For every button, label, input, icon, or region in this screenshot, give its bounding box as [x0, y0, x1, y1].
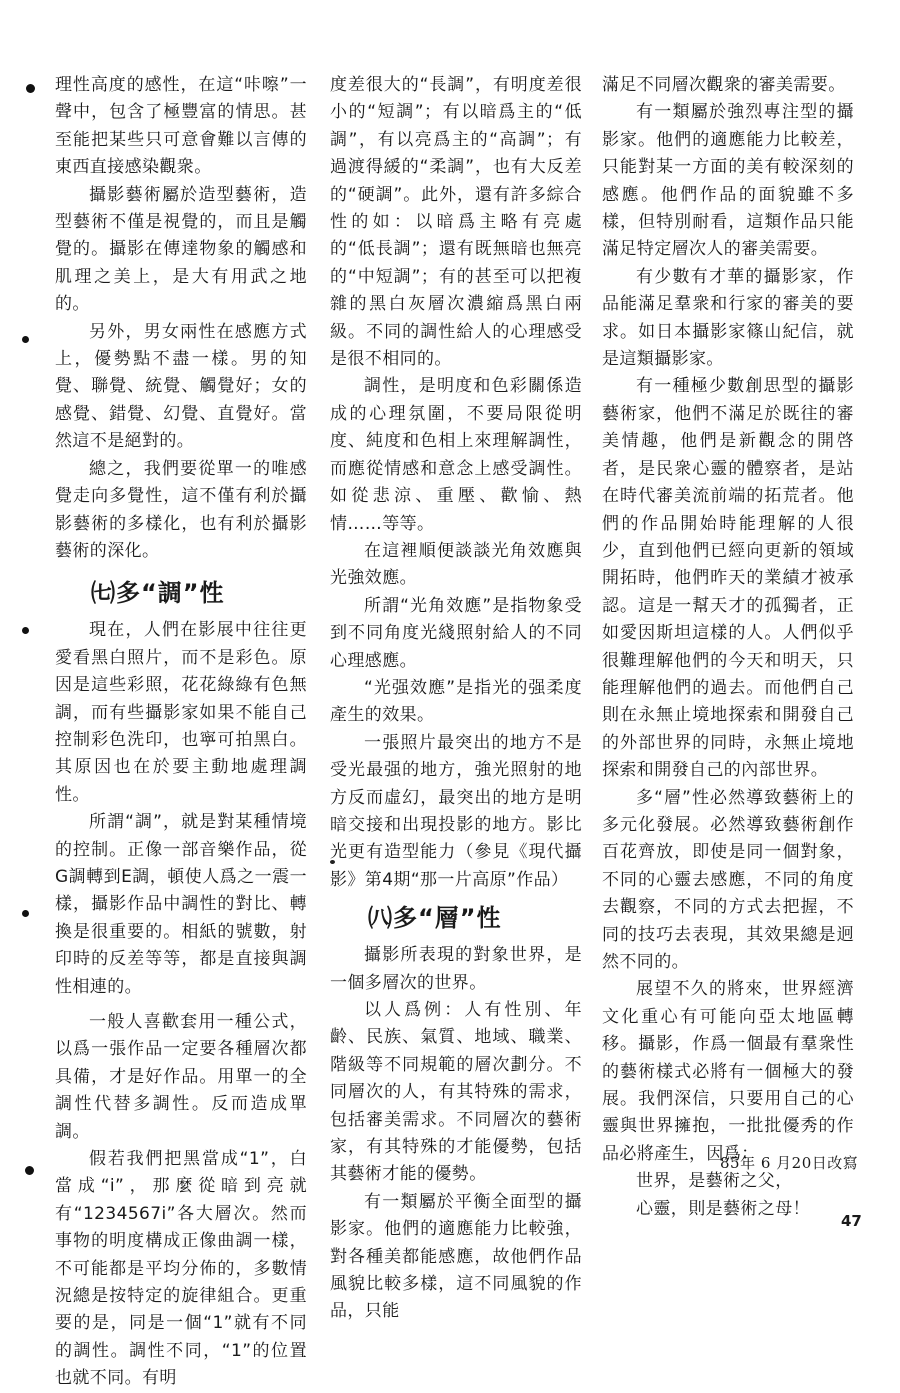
paragraph: 總之，我們要從單一的唯感覺走向多覺性，這不僅有利於攝影藝術的多樣化，也有利於攝影藝術的深化。	[55, 458, 307, 561]
paragraph: 以人爲例：人有性別、年齡、民族、氣質、地域、職業、階級等不同規範的層次劃分。不同層次的人，有其特殊的需求，包括審美需求。不同層次的藝術家，有其特殊的才能優勢，包括其藝術才能的優勢。	[330, 1000, 582, 1185]
middle-column	[330, 72, 582, 1326]
paragraph: 有一種極少數創思型的攝影藝術家，他們不滿足於既往的審美情趣，他們是新觀念的開啓者，是民衆心靈的體察者，是站在時代審美流前端的拓荒者。他們的作品開始時能理解的人很少，直到他們已經向更新的領域開拓時，他們昨天的業績才被承認。這是一幫天才的孤獨者，正如愛因斯坦這樣的人。人們似乎很難理解他們的今天和明天，只能理解他們的過去。而他們自己則在永無止境地探索和開發自己的外部世界的同時，永無止境地探索和開發自己的內部世界。	[602, 376, 854, 781]
section-heading-7: ㈦多“調”性	[91, 579, 225, 608]
paragraph: 有一類屬於平衡全面型的攝影家。他們的適應能力比較強，對各種美都能感應，故他們作品風貌比較多樣，這不同風貌的作品，只能	[330, 1191, 582, 1322]
section-heading-8: ㈧多“層”性	[368, 904, 502, 933]
binder-hole-mark	[25, 1166, 34, 1175]
binder-hole-mark	[22, 910, 29, 917]
binder-hole-mark	[22, 627, 29, 634]
paragraph: 假若我們把黑當成“1”，白當成“i”，那麼從暗到亮就有“1234567i”各大層次。然而事物的明度構成正像曲調一樣，不可能都是平均分佈的，多數情況總是按特定的旋律組合。更重要的是，同是一個“1”就有不同的調性。調性不同，“1”的位置也就不同。有明	[55, 1149, 307, 1389]
binder-hole-mark	[22, 336, 29, 343]
page-number: 47	[841, 1212, 862, 1230]
revision-date: 85年 6 月20日改寫	[720, 1154, 859, 1172]
paragraph: 有少數有才華的攝影家，作品能滿足羣衆和行家的審美的要求。如日本攝影家篠山紀信，就是這類攝影家。	[602, 266, 854, 370]
paragraph: 一張照片最突出的地方不是受光最强的地方，強光照射的地方反而虛幻，最突出的地方是明暗交接和出現投影的地方。影比光更有造型能力（參見《現代攝影》第4期“那一片高原”作品）	[330, 732, 582, 890]
paragraph: 現在，人們在影展中往往更愛看黑白照片，而不是彩色。原因是這些彩照，花花綠綠有色無調，而有些攝影家如果不能自己控制彩色洗印，也寧可拍黑白。其原因也在於要主動地處理調性。	[55, 620, 307, 805]
paragraph: 所謂“調”，就是對某種情境的控制。正像一部音樂作品，從G調轉到E調，頓使人爲之一震一樣，攝影作品中調性的對比、轉換是很重要的。相紙的號數，射印時的反差等等，都是直接與調性相連的。	[55, 812, 307, 997]
paragraph: 滿足不同層次觀衆的審美需要。	[602, 75, 846, 95]
paragraph: 理性高度的感性，在這“咔嚓”一聲中，包含了極豐富的情思。甚至能把某些只可意會難以言傳的東西直接感染觀衆。	[55, 75, 307, 178]
paragraph: 展望不久的將來，世界經濟文化重心有可能向亞太地區轉移。攝影，作爲一個最有羣衆性的藝術樣式必將有一個極大的發展。我們深信，只要用自己的心靈與世界擁抱，一批批優秀的作品必將產生，因爲：	[602, 979, 854, 1164]
paragraph: 在這裡順便談談光角效應與光強效應。	[330, 540, 582, 589]
left-column	[55, 72, 307, 1393]
poem-line: 心靈，則是藝術之母！	[636, 1198, 810, 1219]
paragraph: 攝影所表現的對象世界，是一個多層次的世界。	[330, 945, 582, 993]
paragraph: 所謂“光角效應”是指物象受到不同角度光綫照射給人的不同心理感應。	[330, 595, 582, 671]
paragraph: 多“層”性必然導致藝術上的多元化發展。必然導致藝術創作百花齊放，即使是同一個對象，不同的心靈去感應，不同的角度去觀察，不同的方式去把握，不同的技巧去表現，其效果總是迥然不同的。	[602, 787, 854, 972]
paragraph: 攝影藝術屬於造型藝術，造型藝術不僅是視覺的，而且是觸覺的。攝影在傳達物象的觸感和肌理之美上，是大有用武之地的。	[55, 184, 307, 315]
poem-line: 世界，是藝術之父，	[636, 1171, 793, 1192]
binder-hole-mark	[26, 84, 35, 93]
paragraph: 調性，是明度和色彩關係造成的心理氛圍，不要局限從明度、純度和色相上來理解調性，而應從情感和意念上感受調性。如從悲涼、重壓、歡愉、熱情……等等。	[330, 376, 582, 534]
right-column	[602, 72, 854, 1223]
paragraph: 有一類屬於強烈專注型的攝影家。他們的適應能力比較差，只能對某一方面的美有較深刻的感應。他們作品的面貌雖不多樣，但特別耐看，這類作品只能滿足特定層次人的審美需要。	[602, 102, 854, 260]
paragraph: 另外，男女兩性在感應方式上，優勢點不盡一樣。男的知覺、聯覺、統覺、觸覺好；女的感覺、錯覺、幻覺、直覺好。當然這不是絕對的。	[55, 321, 307, 452]
paragraph: 度差很大的“長調”，有明度差很小的“短調”；有以暗爲主的“低調”，有以亮爲主的“高調”；有過渡得緩的“柔調”，也有大反差的“硬調”。此外，還有許多綜合性的如：以暗爲主略有亮處的“低長調”；還有既無暗也無亮的“中短調”；有的甚至可以把複雜的黑白灰層次濃縮爲黑白兩級。不同的調性給人的心理感受是很不相同的。	[330, 75, 582, 370]
paragraph: “光强效應”是指光的强柔度產生的效果。	[330, 677, 582, 726]
paragraph: 一般人喜歡套用一種公式，以爲一張作品一定要各種層次都具備，才是好作品。用單一的全調性代替多調性。反而造成單調。	[55, 1012, 307, 1142]
